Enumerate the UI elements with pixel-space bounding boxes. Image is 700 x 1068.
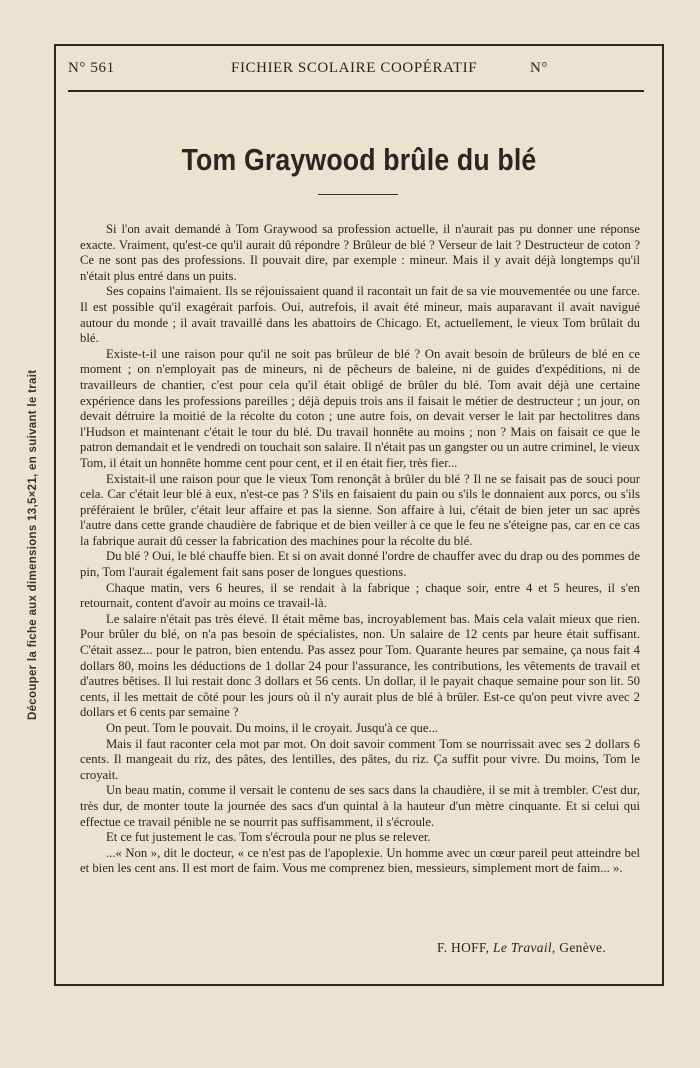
card-number: N° 561 — [68, 60, 115, 76]
paragraph: Le salaire n'était pas très élevé. Il était même bas, incroyablement bas. Mais cela valait mieux que rien. Pour brûler du blé, on n'a pas besoin de spécialistes, non. Un salaire de 12 cents par heure était suffisant. C'était assez... pour le patron, bien entendu. Pas assez pour Tom. Quarante heures par semaine, ça nous fait 4 dollars 80, moins les déductions de 1 dollar 24 pour l'assurance, les contributions, les vêtements de travail et d'autres bêtises. Il lui restait donc 3 dollars et 56 cents. Un dollar, il le payait chaque semaine pour son lit. 50 cents, il les mettait de côté pour les jours où il n'y aurait plus de blé à brûler. Est-ce qu'on peut vivre avec 2 dollars et 6 cents par semaine ? — [80, 611, 640, 720]
paragraph: On peut. Tom le pouvait. Du moins, il le croyait. Jusqu'à ce que... — [106, 721, 439, 735]
series-title: FICHIER SCOLAIRE COOPÉRATIF — [231, 60, 478, 76]
title-divider — [318, 194, 398, 195]
paragraph: Chaque matin, vers 6 heures, il se rendait à la fabrique ; chaque soir, entre 4 et 5 heures, il s'en retournait, content d'avoir au moins ce travail-là. — [80, 580, 640, 611]
signature-author: F. HOFF, — [436, 940, 490, 955]
paragraph: Ses copains l'aimaient. Ils se réjouissaient quand il racontait un fait de sa vie mouvementée ou une farce. Il est possible qu'il exagérait parfois. Oui, autrefois, il avait été mineur, mais auparavant il avait navigué autour du monde ; il avait travaillé dans les abattoirs de Chicago. Et, actuellement, le vieux Tom brûlait du blé. — [80, 284, 640, 346]
paragraph: Du blé ? Oui, le blé chauffe bien. Et si on avait donné l'ordre de chauffer avec du drap ou des pommes de pin, Tom l'aurait également fait sans poser de longues questions. — [80, 549, 640, 580]
header-divider — [68, 90, 644, 92]
paragraph: Un beau matin, comme il versait le contenu de ses sacs dans la chaudière, il se mit à trembler. C'est dur, très dur, de monter toute la journée des sacs d'un quintal à la hauteur d'un mètre cinquante. Et si celui qui effectue ce travail pénible ne se nourrit pas suffisamment, il s'écroule. — [80, 783, 640, 829]
paragraph: Existe-t-il une raison pour qu'il ne soit pas brûleur de blé ? On avait besoin de brûleurs de blé en ce moment ; on n'employait pas de mineurs, ni de pêcheurs de baleine, ni de guides d'expéditions, ni de travailleurs de chantier, c'est pour cela qu'il était obligé de brûler du blé. Tom avait déjà une certaine expérience dans les professions pareilles ; déjà depuis trois ans il faisait le métier de destructeur ; un jour, on devait détruire la moitié de la récolte du coton ; une autre fois, on devait verser le lait par hectolitres dans l'Hudson et maintenant c'était le tour du blé. Du travail honnête au moins ; non ? Mais on faisait ce que le patron demandait et le vendredi on touchait son salaire. Il n'était pas un gangster ou un autre criminel, le vieux Tom, il était un honnête homme cent pour cent, et il en était fier, très fier... — [80, 346, 641, 470]
cut-instruction: Découper la fiche aux dimensions 13,5×21, en suivant le trait — [27, 369, 39, 720]
article-title: Tom Graywood brûle du blé — [181, 142, 537, 177]
index-card — [54, 44, 664, 986]
paragraph: Mais il faut raconter cela mot par mot. On doit savoir comment Tom se nourrissait avec ses 2 dollars 6 cents. Il mangeait du riz, des pâtes, des lentilles, des pâtes, du riz. Ça suffit pour vivre. Du moins, Tom le croyait. — [80, 736, 640, 782]
signature — [437, 940, 606, 956]
card-number-blank: N° — [530, 60, 549, 76]
card-header — [68, 60, 644, 80]
paragraph: Si l'on avait demandé à Tom Graywood sa profession actuelle, il n'aurait pas pu donner une réponse exacte. Vraiment, qu'est-ce qu'il aurait dû répondre ? Brûleur de blé ? Verseur de lait ? Destructeur de coton ? Ce ne sont pas des professions. Il pouvait dire, par exemple : mineur. Mais il y avait déjà longtemps qu'il n'était plus entré dans un puits. — [80, 222, 640, 283]
article-body — [80, 222, 640, 877]
signature-source: Le Travail, — [493, 940, 556, 955]
paragraph: Et ce fut justement le cas. Tom s'écroula pour ne plus se relever. — [106, 830, 431, 845]
signature-place: Genève. — [559, 940, 606, 955]
paragraph: Existait-il une raison pour que le vieux Tom renonçât à brûler du blé ? Il ne se faisait pas de souci pour cela. Car c'était leur blé à eux, n'est-ce pas ? S'ils en faisaient du pain ou s'ils le donnaient aux porcs, ou s'ils préféraient le brûler, c'était leur affaire et pas la sienne. Son affaire à lui, c'était de bien jeter un sac après l'autre dans cette grande chaudière de fabrique et de bien veiller à ce que le feu ne s'éteigne pas, car en ce cas la fabrique aurait dû cesser la fabrication des machines pour la récolte du blé. — [80, 471, 640, 548]
paragraph: ...« Non », dit le docteur, « ce n'est pas de l'apoplexie. Un homme avec un cœur pareil peut atteindre bel et bien les cent ans. Il est mort de faim. Vous me comprenez bien, messieurs, simplement mort de faim... ». — [80, 845, 640, 876]
